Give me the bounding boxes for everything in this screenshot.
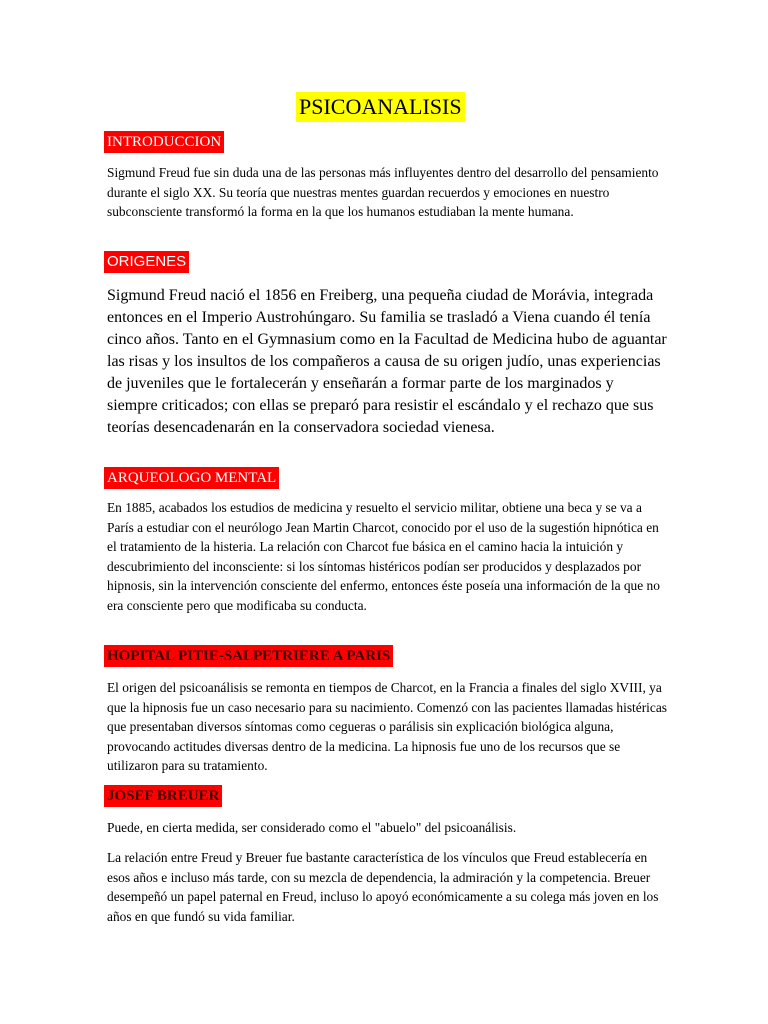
paragraph-origenes: Sigmund Freud nació el 1856 en Freiberg, una pequeña ciudad de Morávia, integrada entonces en el Imperio Austrohúngaro. Su familia se trasladó a Viena cuando él tenía cinco años. Tanto en el Gymnasium como en la Facultad de Medicina hubo de aguantar las risas y los insultos de los compañeros a causa de su origen judío, unas experiencias de juveniles que le fortalecerán y enseñarán a formar parte de los marginados y siempre criticados; con ellas se preparó para resistir el escándalo y el rechazo que sus teorías desencadenarán en la conservadora sociedad vienesa. <box>107 287 667 436</box>
section-heading-hopital: HOPITAL PITIE-SALPETRIERE A PARIS <box>104 645 393 667</box>
section-heading-josef-breuer: JOSEF BREUER <box>104 785 222 807</box>
section-heading-introduccion: INTRODUCCION <box>104 131 224 153</box>
document-title: PSICOANALISIS <box>296 92 465 122</box>
paragraph-josef-breuer-1: Puede, en cierta medida, ser considerado como el "abuelo" del psicoanálisis. <box>107 820 517 835</box>
paragraph-arqueologo-mental: En 1885, acabados los estudios de medicina y resuelto el servicio militar, obtiene una beca y se va a París a estudiar con el neurólogo Jean Martin Charcot, conocido por el uso de la sugestión hipnótica en el tratamiento de la histeria. La relación con Charcot fue básica en el camino hacia la intuición y descubrimiento del inconsciente: si los síntomas histéricos podían ser producidos y desplazados por hipnosis, sin la intervención consciente del enfermo, entonces éste poseía una información de la que no era consciente pero que modificaba su conducta. <box>107 500 660 613</box>
section-heading-arqueologo-mental: ARQUEOLOGO MENTAL <box>104 467 279 489</box>
paragraph-hopital: El origen del psicoanálisis se remonta en tiempos de Charcot, en la Francia a finales del siglo XVIII, ya que la hipnosis fue un caso necesario para su nacimiento. Comenzó con las pacientes llamadas histéricas que presentaban diversos síntomas como cegueras o parálisis sin explicación biológica alguna, provocando actitudes diversas dentro de la medicina. La hipnosis fue uno de los recursos que se utilizaron para su tratamiento. <box>107 680 667 773</box>
section-heading-origenes: ORIGENES <box>104 251 189 273</box>
paragraph-introduccion: Sigmund Freud fue sin duda una de las personas más influyentes dentro del desarrollo del pensamiento durante el siglo XX. Su teoría que nuestras mentes guardan recuerdos y emociones en nuestro subconsciente transformó la forma en la que los humanos estudiaban la mente humana. <box>107 165 659 219</box>
paragraph-josef-breuer-2: La relación entre Freud y Breuer fue bastante característica de los vínculos que Freud establecería en esos años e incluso más tarde, con su mezcla de dependencia, la admiración y la competencia. Breuer desempeñó un papel paternal en Freud, incluso lo apoyó económicamente a su colega más joven en los años en que fundó su vida familiar. <box>107 850 659 924</box>
